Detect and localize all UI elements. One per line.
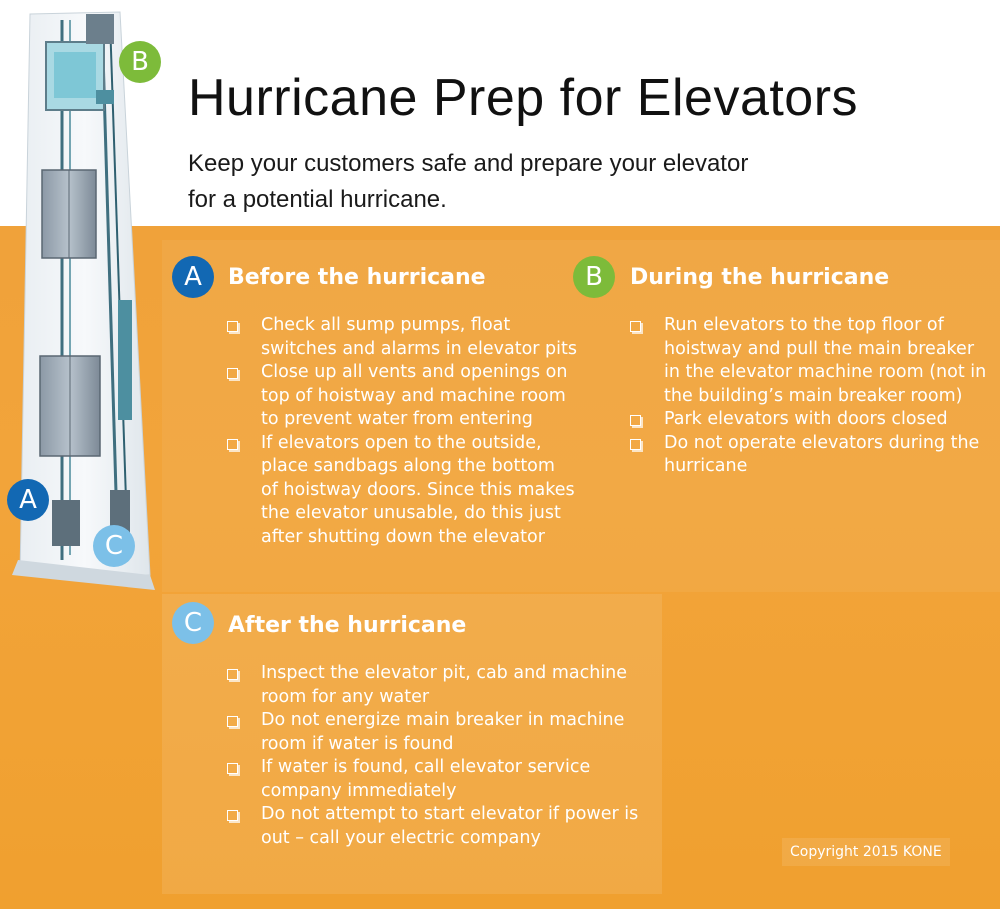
illustration-badge-b: B [119, 41, 161, 83]
list-item: Do not operate elevators during the hurricane [630, 432, 990, 479]
list-item: Do not attempt to start elevator if power is out – call your electric company [227, 803, 657, 850]
subtitle-line-2: for a potential hurricane. [188, 186, 447, 213]
list-item: Inspect the elevator pit, cab and machine room for any water [227, 662, 657, 709]
section-after-badge: C [172, 602, 214, 644]
section-during-list [630, 314, 990, 479]
section-during-badge: B [573, 256, 615, 298]
section-after-list [227, 662, 657, 850]
copyright-notice: Copyright 2015 KONE [782, 838, 950, 866]
illustration-badge-c: C [93, 525, 135, 567]
list-item: Do not energize main breaker in machine room if water is found [227, 709, 657, 756]
list-item: Run elevators to the top floor of hoistway and pull the main breaker in the elevator machine room (not in the building’s main breaker room) [630, 314, 990, 408]
list-item: Check all sump pumps, float switches and alarms in elevator pits [227, 314, 577, 361]
list-item: Close up all vents and openings on top of hoistway and machine room to prevent water from entering [227, 361, 577, 432]
list-item: If water is found, call elevator service company immediately [227, 756, 657, 803]
list-item: Park elevators with doors closed [630, 408, 990, 432]
section-before-badge: A [172, 256, 214, 298]
page-title: Hurricane Prep for Elevators [188, 69, 859, 127]
section-after-heading: After the hurricane [228, 613, 467, 638]
list-item: If elevators open to the outside, place sandbags along the bottom of hoistway doors. Since this makes the elevator unusable, do this just after shutting down the elevator [227, 432, 577, 550]
section-during-heading: During the hurricane [630, 265, 890, 290]
subtitle-line-1: Keep your customers safe and prepare your elevator [188, 150, 749, 177]
section-before-list [227, 314, 577, 549]
page-subtitle [188, 146, 888, 218]
section-before-heading: Before the hurricane [228, 265, 486, 290]
illustration-badge-a: A [7, 479, 49, 521]
